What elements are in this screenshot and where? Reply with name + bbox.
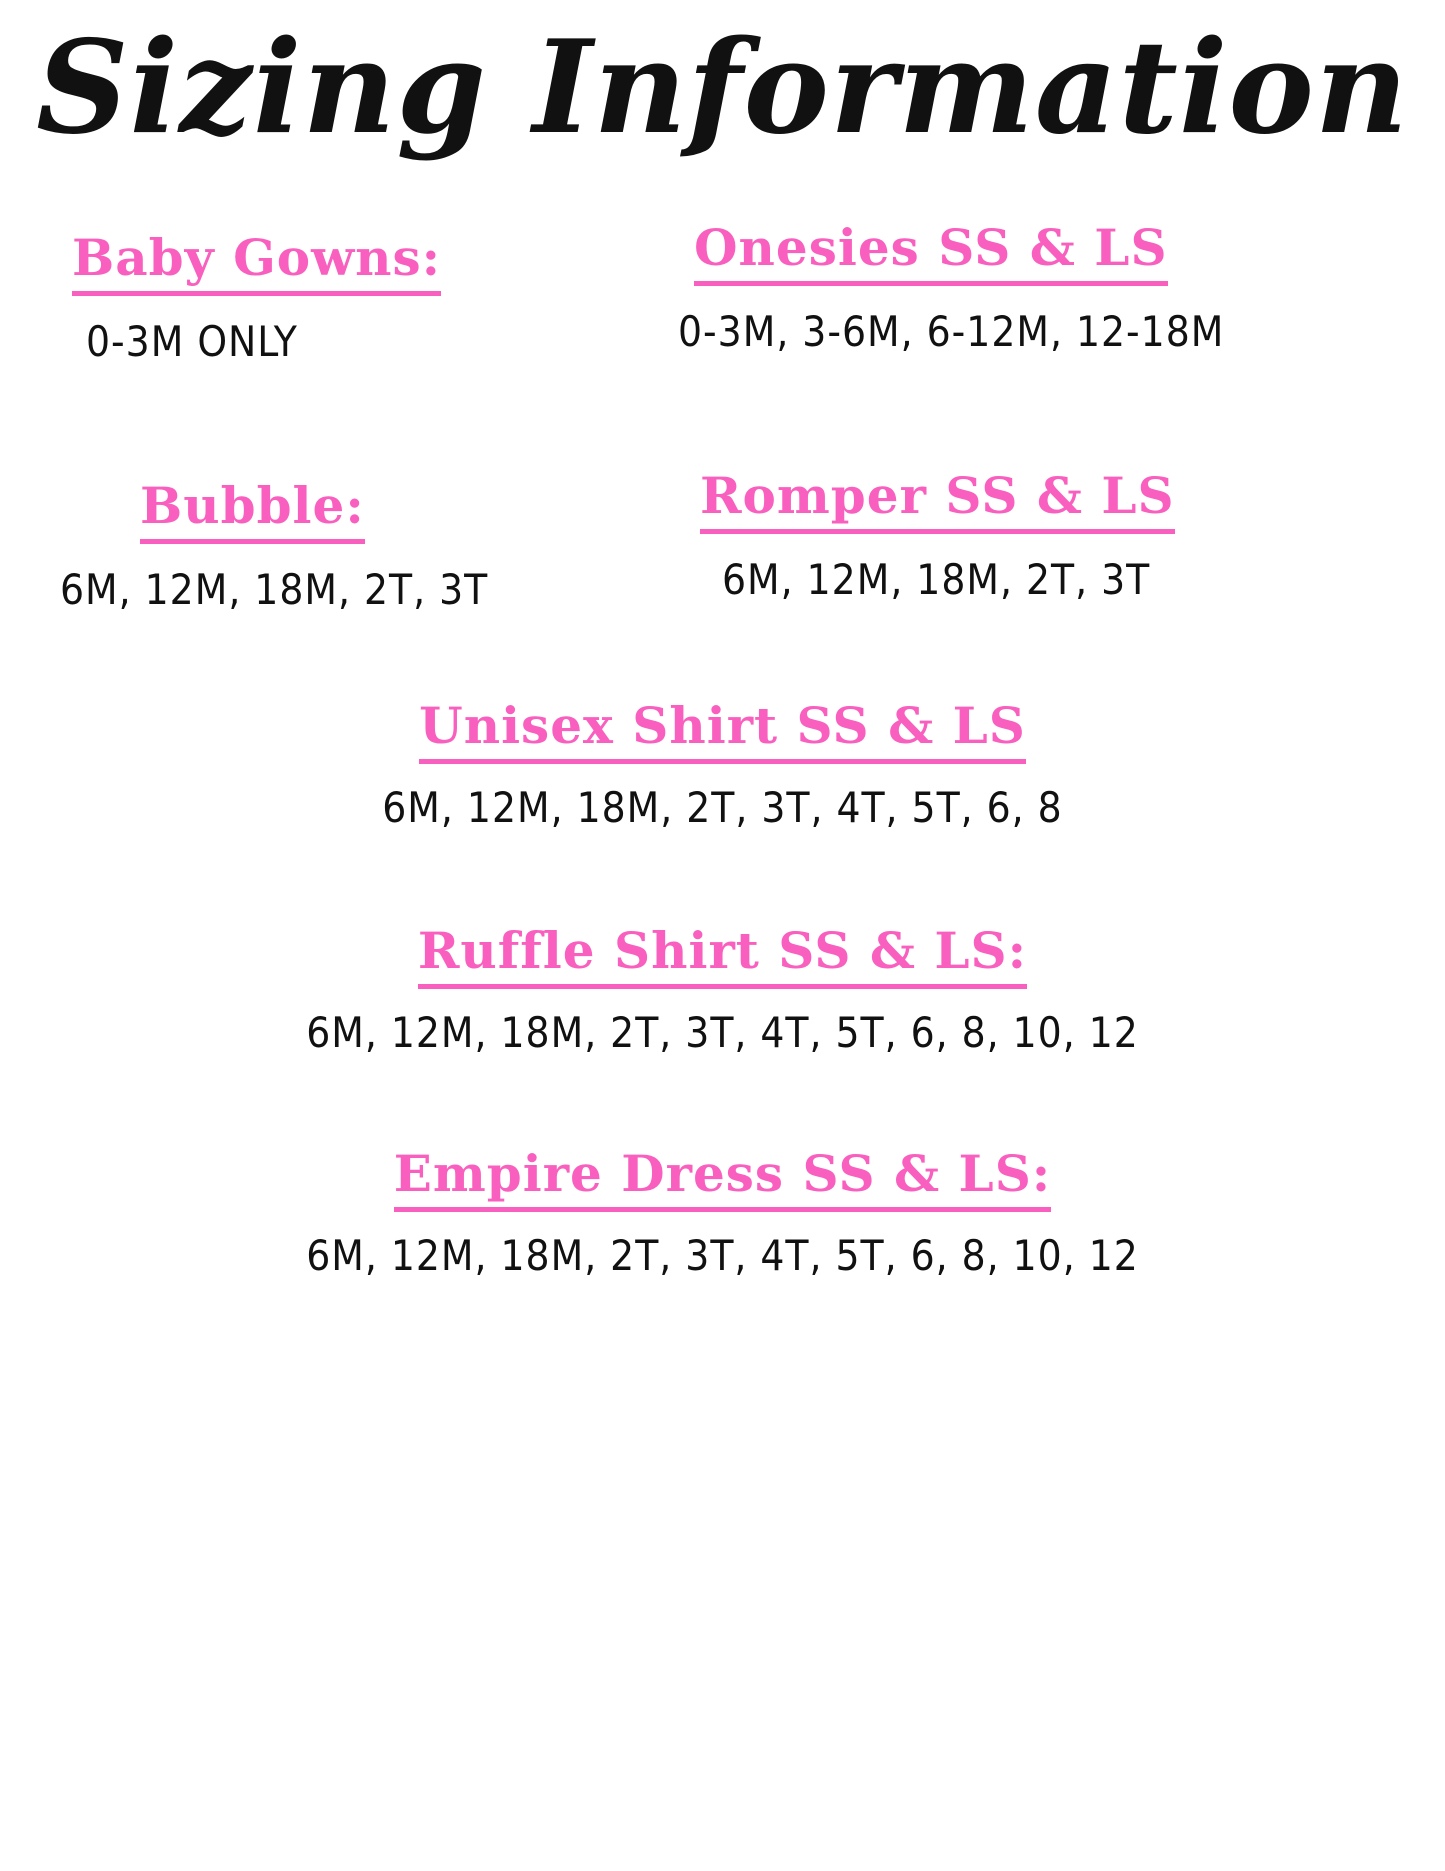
section-heading-baby-gowns: Baby Gowns:: [72, 232, 441, 296]
section-heading-unisex-shirt: Unisex Shirt SS & LS: [419, 700, 1026, 764]
section-unisex-shirt: [0, 696, 1445, 832]
section-sizes-ruffle-shirt: 6M, 12M, 18M, 2T, 3T, 4T, 5T, 6, 8, 10, 12: [306, 1007, 1139, 1057]
section-baby-gowns: [72, 228, 442, 366]
section-sizes-baby-gowns: 0-3M ONLY: [86, 316, 298, 366]
section-heading-empire-dress: Empire Dress SS & LS:: [394, 1148, 1052, 1212]
section-bubble: [60, 476, 489, 614]
page-title: Sizing Information: [36, 13, 1409, 163]
section-heading-ruffle-shirt: Ruffle Shirt SS & LS:: [418, 925, 1027, 989]
section-romper: [700, 466, 1175, 604]
section-heading-bubble: Bubble:: [140, 480, 365, 544]
section-sizes-empire-dress: 6M, 12M, 18M, 2T, 3T, 4T, 5T, 6, 8, 10, 12: [306, 1230, 1139, 1280]
section-sizes-romper: 6M, 12M, 18M, 2T, 3T: [722, 554, 1151, 604]
section-heading-romper: Romper SS & LS: [700, 470, 1175, 534]
section-sizes-onesies: 0-3M, 3-6M, 6-12M, 12-18M: [678, 306, 1225, 356]
section-sizes-unisex-shirt: 6M, 12M, 18M, 2T, 3T, 4T, 5T, 6, 8: [382, 782, 1063, 832]
section-sizes-bubble: 6M, 12M, 18M, 2T, 3T: [60, 564, 489, 614]
section-onesies: [678, 218, 1225, 356]
section-empire-dress: [0, 1144, 1445, 1280]
section-ruffle-shirt: [0, 921, 1445, 1057]
section-heading-onesies: Onesies SS & LS: [694, 222, 1168, 286]
